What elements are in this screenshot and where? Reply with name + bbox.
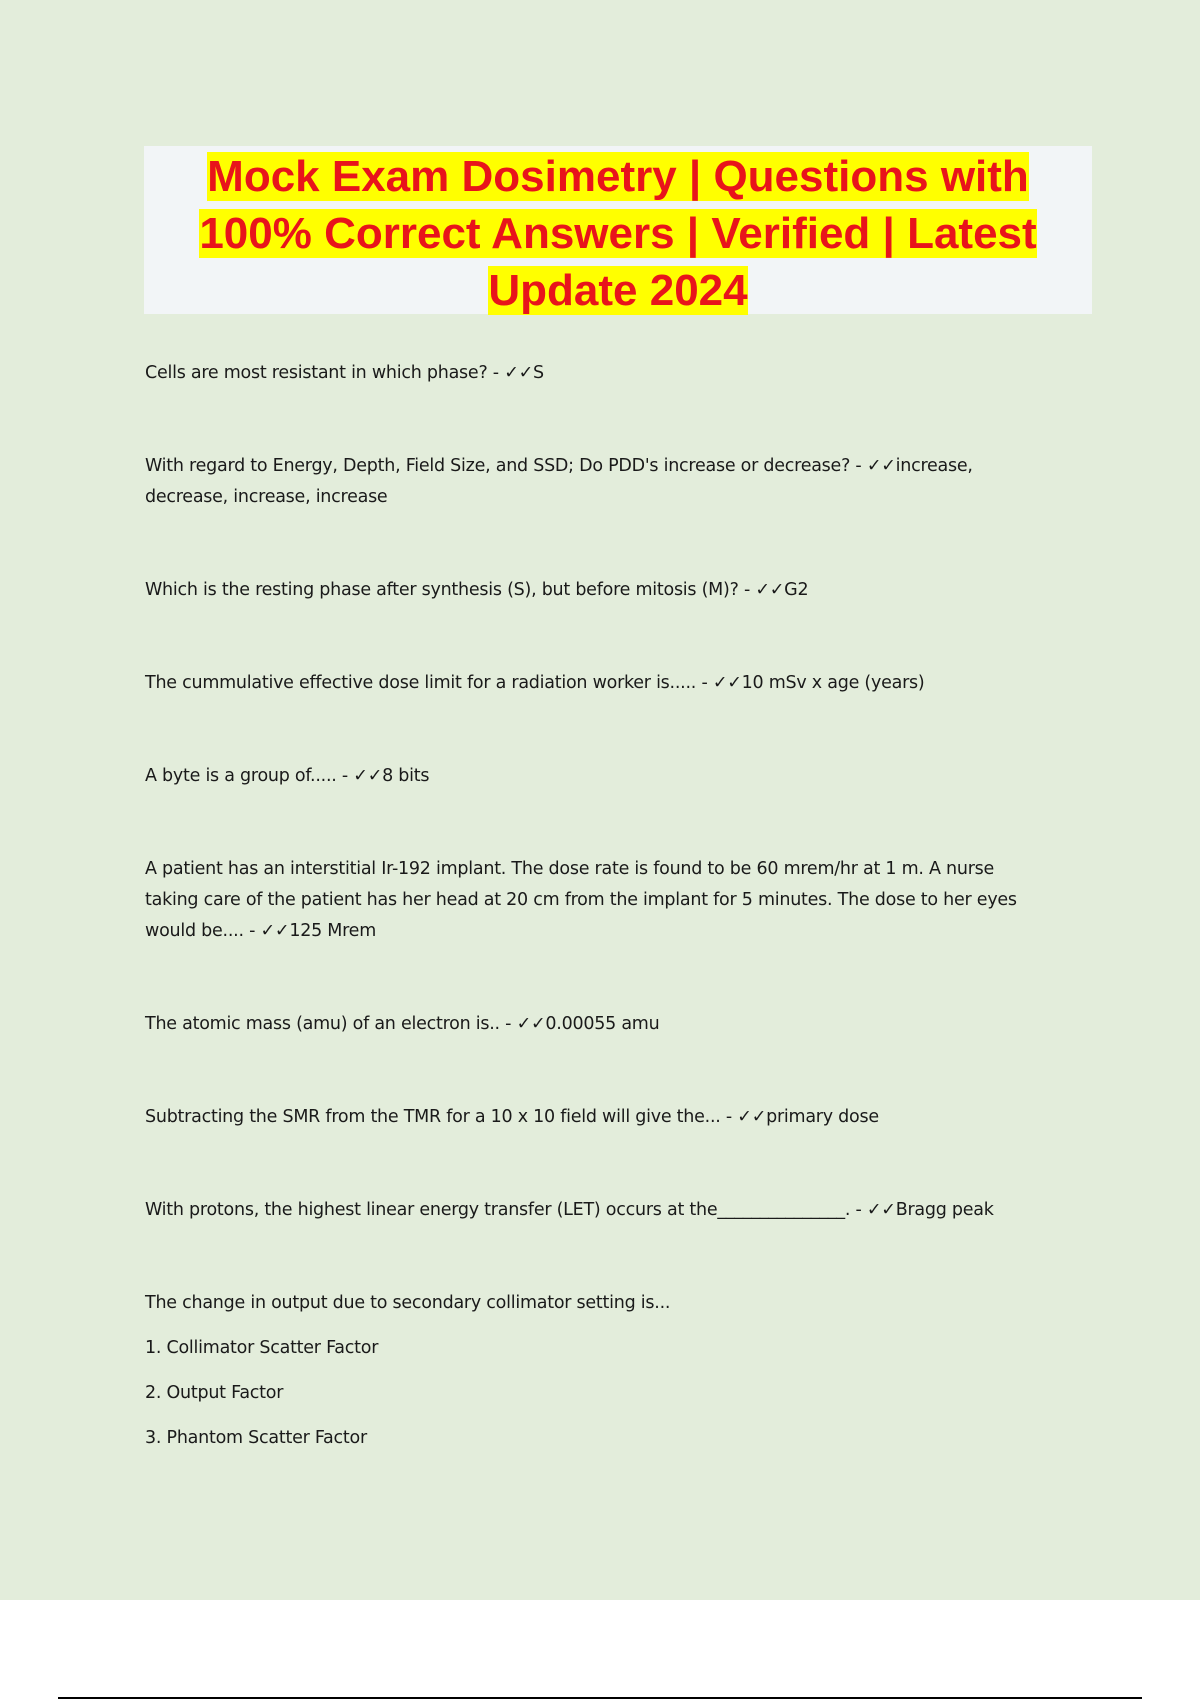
title-box: [144, 146, 1092, 314]
qa-item: [145, 1195, 1085, 1226]
option-item: 1. Collimator Scatter Factor: [145, 1338, 379, 1358]
answer-text: 8 bits: [382, 766, 430, 786]
check-marks-icon: ✓✓: [353, 766, 383, 786]
question-text: The change in output due to secondary collimator setting is...: [145, 1293, 671, 1313]
title-line-1: Mock Exam Dosimetry | Questions with: [207, 152, 1029, 201]
separator: -: [696, 673, 713, 693]
qa-item: [145, 358, 1085, 389]
question-text: With regard to Energy, Depth, Field Size, and SSD; Do PDD's increase or decrease?: [145, 456, 851, 476]
question-text-line-3: would be....: [145, 921, 244, 941]
qa-item: [145, 761, 1085, 792]
check-marks-icon: ✓✓: [260, 921, 290, 941]
answer-text: Bragg peak: [895, 1200, 994, 1220]
answer-text: 0.00055 amu: [545, 1014, 660, 1034]
qa-item: [145, 1009, 1085, 1040]
separator: -: [487, 363, 505, 383]
document-title: [144, 146, 1092, 319]
option-item: 2. Output Factor: [145, 1383, 284, 1403]
answer-text-continued: decrease, increase, increase: [145, 487, 388, 507]
check-marks-icon: ✓✓: [737, 1107, 767, 1127]
answer-text: primary dose: [766, 1107, 879, 1127]
question-text: Which is the resting phase after synthesis (S), but before mitosis (M)?: [145, 580, 739, 600]
option-item: 3. Phantom Scatter Factor: [145, 1428, 367, 1448]
question-answer-list: [145, 358, 1085, 1454]
qa-item: [145, 451, 1085, 513]
separator: -: [243, 921, 261, 941]
check-marks-icon: ✓✓: [866, 456, 896, 476]
qa-item: [145, 1102, 1085, 1133]
title-line-3: Update 2024: [488, 266, 748, 315]
separator: -: [850, 456, 867, 476]
separator: -: [850, 1200, 867, 1220]
question-text: Subtracting the SMR from the TMR for a 10 x 10 field will give the...: [145, 1107, 721, 1127]
question-text: The cummulative effective dose limit for a radiation worker is.....: [145, 673, 697, 693]
check-marks-icon: ✓✓: [866, 1200, 896, 1220]
answer-text: increase,: [895, 456, 973, 476]
check-marks-icon: ✓✓: [504, 363, 534, 383]
qa-item: [145, 854, 1085, 947]
footer-divider: [58, 1697, 1142, 1699]
qa-item: [145, 575, 1085, 606]
question-text-line-1: A patient has an interstitial Ir-192 implant. The dose rate is found to be 60 mrem/hr at 1 m. A nurse: [145, 859, 995, 879]
question-text-line-2: taking care of the patient has her head at 20 cm from the implant for 5 minutes. The dose to her eyes: [145, 890, 1017, 910]
separator: -: [499, 1014, 517, 1034]
question-text: With protons, the highest linear energy transfer (LET) occurs at the_______________.: [145, 1200, 851, 1220]
separator: -: [738, 580, 756, 600]
answer-text: S: [533, 363, 544, 383]
answer-text: G2: [784, 580, 809, 600]
question-text: A byte is a group of.....: [145, 766, 337, 786]
qa-item-options: [145, 1288, 1085, 1454]
answer-text: 10 mSv x age (years): [741, 673, 925, 693]
answer-text: 125 Mrem: [289, 921, 377, 941]
question-text: The atomic mass (amu) of an electron is..: [145, 1014, 500, 1034]
check-marks-icon: ✓✓: [755, 580, 785, 600]
question-text: Cells are most resistant in which phase?: [145, 363, 488, 383]
title-line-2: 100% Correct Answers | Verified | Latest: [199, 209, 1037, 258]
separator: -: [336, 766, 354, 786]
check-marks-icon: ✓✓: [712, 673, 742, 693]
separator: -: [720, 1107, 738, 1127]
check-marks-icon: ✓✓: [516, 1014, 546, 1034]
qa-item: [145, 668, 1085, 699]
